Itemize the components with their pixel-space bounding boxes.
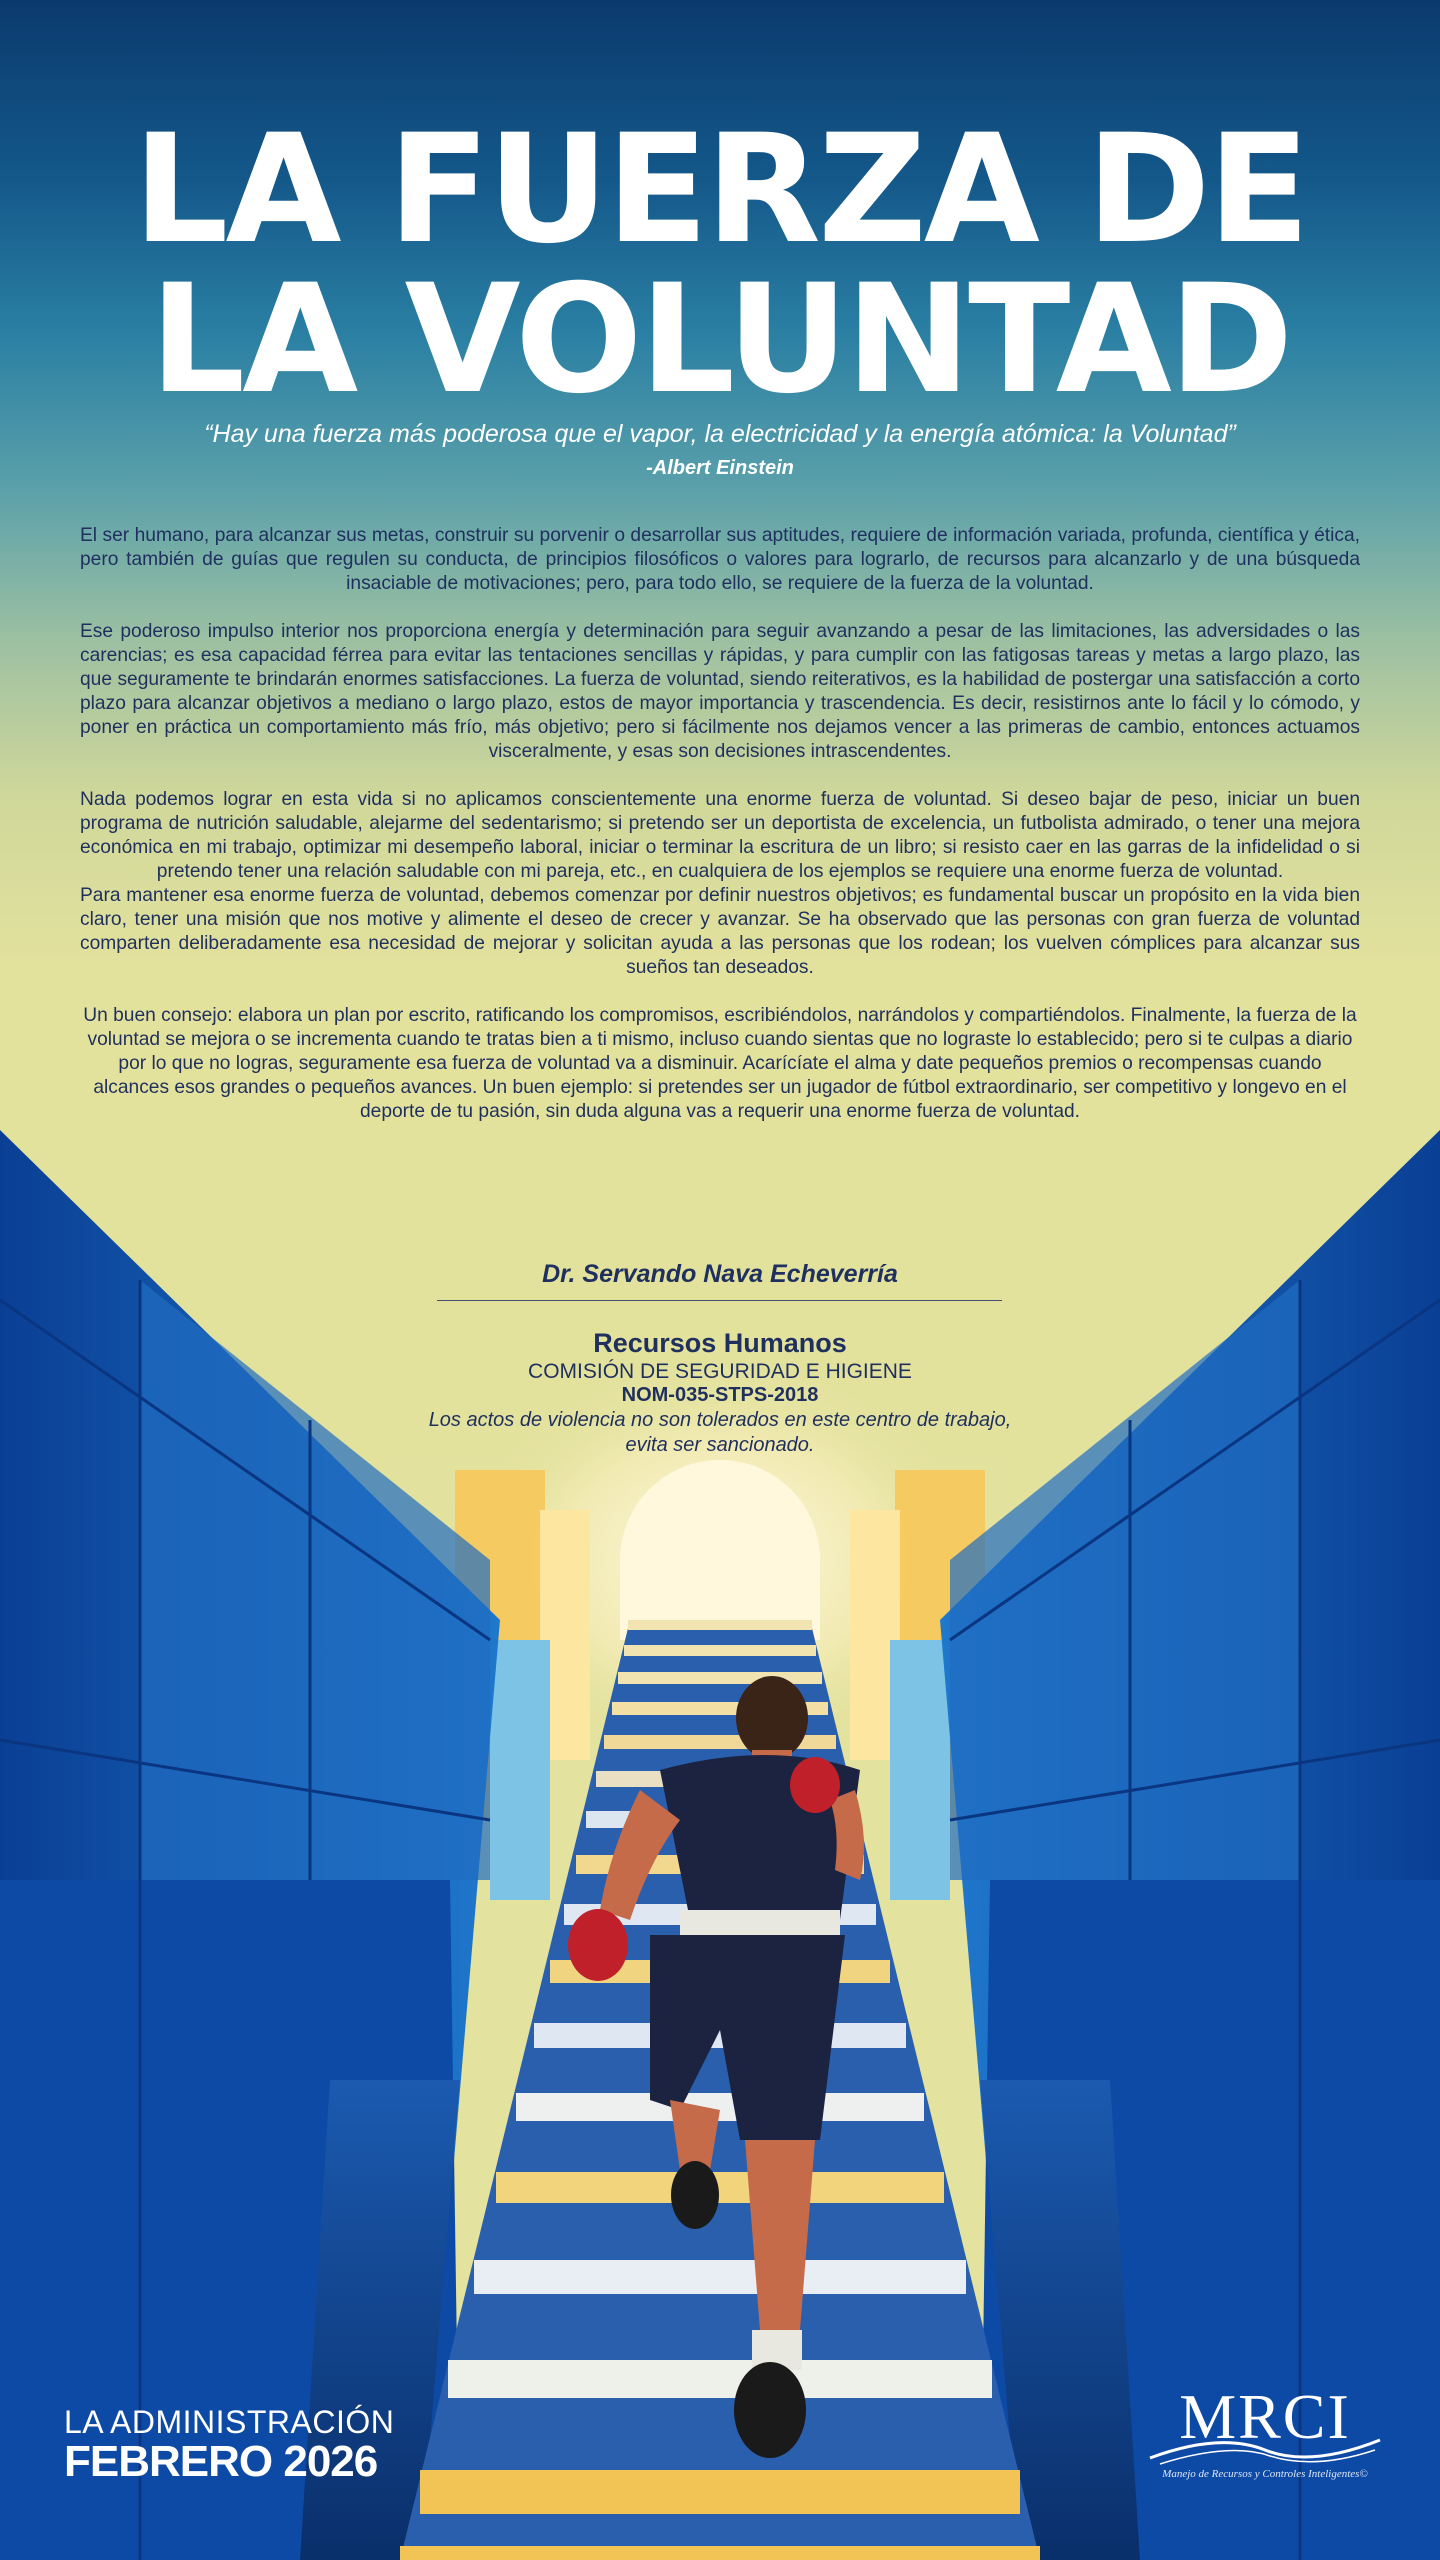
paragraph-1: El ser humano, para alcanzar sus metas, construir su porvenir o desarrollar sus aptitudes, requiere de información variada, profunda, científica y ética, pero también de guías que regulen su conducta, de principios filosóficos o valores para lograrlo, de recursos para alcanzarlo y de una búsqueda insaciable de motivaciones; pero, para todo ello, se requiere de la fuerza de la voluntad. xyxy=(80,525,1360,594)
logo-wordmark: MRCI xyxy=(1179,2381,1351,2452)
title-line-2: LA VOLUNTAD xyxy=(149,253,1291,427)
signer-name: Dr. Servando Nava Echeverría xyxy=(542,1260,898,1288)
footer-admin-label: LA ADMINISTRACIÓN xyxy=(64,2404,395,2440)
department-title: Recursos Humanos xyxy=(593,1328,847,1358)
einstein-quote: “Hay una fuerza más poderosa que el vapor, la electricidad y la energía atómica: la Voluntad” xyxy=(204,420,1236,448)
footer-date: FEBRERO 2026 xyxy=(64,2437,378,2486)
norm-code: NOM-035-STPS-2018 xyxy=(621,1384,819,1406)
paragraph-5: Un buen consejo: elabora un plan por escrito, ratificando los compromisos, escribiéndolos, narrándolos y compartiéndolos. Finalmente, la fuerza de la voluntad se mejora o se incrementa cuando te tratas bien a ti mismo, incluso cuando sientas que no lograste lo establecido; pero si te culpas a diario por lo que no logras, seguramente esa fuerza de voluntad va a disminuir. Acarícíate el alma y date pequeños premios o recompensas cuando alcances esos grandes o pequeños avances. Un buen ejemplo: si pretendes ser un jugador de fútbol extraordinario, ser competitivo y longevo en el deporte de tu pasión, sin duda alguna vas a requerir una enorme fuerza de voluntad. xyxy=(83,1005,1357,1122)
quote-author: -Albert Einstein xyxy=(646,457,794,479)
violence-warning: Los actos de violencia no son tolerados en este centro de trabajo, evita ser sancionado. xyxy=(428,1409,1012,1456)
title-line-1: LA FUERZA DE xyxy=(132,103,1308,277)
article-body xyxy=(80,524,1360,1148)
paragraph-3: Nada podemos lograr en esta vida si no aplicamos conscientemente una enorme fuerza de voluntad. Si deseo bajar de peso, iniciar un buen programa de nutrición saludable, alejarme del sedentarismo; si pretendo ser un deportista de excelencia, un futbolista admirado, o tener una mejora económica en mi trabajo, optimizar mi desempeño laboral, iniciar o terminar la escritura de un libro; si resisto caer en las garras de la infidelidad o si pretendo tener una relación saludable con mi pareja, etc., en cualquiera de los ejemplos se requiere una enorme fuerza de voluntad. xyxy=(80,789,1360,882)
commission-name: COMISIÓN DE SEGURIDAD E HIGIENE xyxy=(528,1360,912,1383)
mrci-logo xyxy=(1140,2380,1390,2490)
logo-tagline: Manejo de Recursos y Controles Inteligentes© xyxy=(1162,2468,1368,2480)
paragraph-4: Para mantener esa enorme fuerza de voluntad, debemos comenzar por definir nuestros objetivos; es fundamental buscar un propósito en la vida bien claro, tener una misión que nos motive y alimente el deseo de crecer y avanzar. Se ha observado que las personas con gran fuerza de voluntad comparten deliberadamente esa necesidad de mejorar y solicitan ayuda a las personas que los rodean; los vuelven cómplices para alcanzar sus sueños tan deseados. xyxy=(80,885,1360,978)
signature-divider xyxy=(437,1300,1002,1301)
paragraph-2: Ese poderoso impulso interior nos proporciona energía y determinación para seguir avanzando a pesar de las limitaciones, las adversidades o las carencias; es esa capacidad férrea para evitar las tentaciones sencillas y rápidas, y para cumplir con las fatigosas tareas y metas a largo plazo, las que seguramente te brindarán enormes satisfacciones. La fuerza de voluntad, siendo reiterativos, es la habilidad de postergar una satisfacción a corto plazo para alcanzar objetivos a mediano o largo plazo, estos de mayor importancia y trascendencia. Es decir, resistirnos ante lo fácil y lo cómodo, y poner en práctica un comportamiento más frío, más objetivo; pero si fácilmente nos dejamos vencer a las primeras de cambio, entonces actuamos visceralmente, y esas son decisiones intrascendentes. xyxy=(80,621,1360,762)
logo-swoosh-icon xyxy=(1140,2430,1390,2470)
